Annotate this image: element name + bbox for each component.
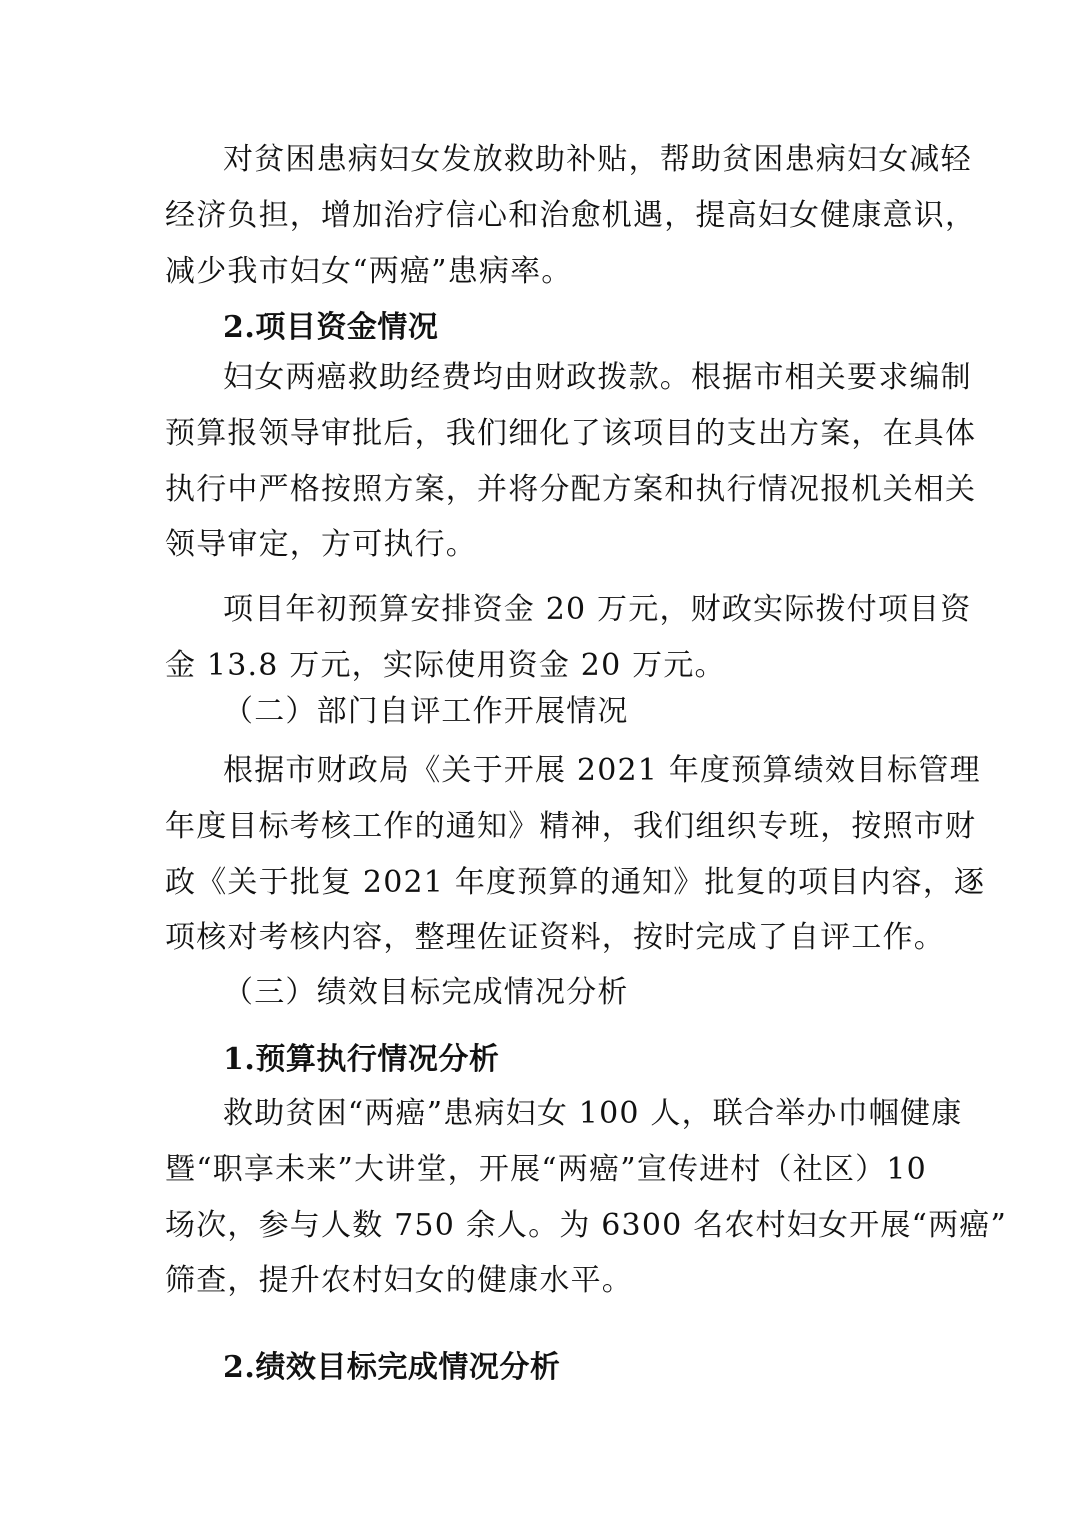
paragraph-line: 对贫困患病妇女发放救助补贴，帮助贫困患病妇女减轻 bbox=[223, 142, 972, 177]
paragraph-line: 项目年初预算安排资金 20 万元，财政实际拨付项目资 bbox=[223, 592, 972, 627]
paragraph-line: 领导审定，方可执行。 bbox=[165, 527, 477, 562]
paragraph-line: 场次，参与人数 750 余人。为 6300 名农村妇女开展“两癌” bbox=[165, 1208, 1008, 1243]
paragraph-line: 根据市财政局《关于开展 2021 年度预算绩效目标管理 bbox=[223, 753, 981, 788]
paragraph-line: 筛查，提升农村妇女的健康水平。 bbox=[165, 1263, 633, 1298]
paragraph-line: 项核对考核内容，整理佐证资料，按时完成了自评工作。 bbox=[165, 920, 945, 955]
section-heading-budget-execution: 1.预算执行情况分析 bbox=[223, 1042, 500, 1077]
paragraph-line: 政《关于批复 2021 年度预算的通知》批复的项目内容，逐 bbox=[165, 865, 986, 900]
section-heading-performance-analysis: （三）绩效目标完成情况分析 bbox=[223, 975, 629, 1010]
section-heading-goal-completion: 2.绩效目标完成情况分析 bbox=[223, 1350, 561, 1385]
paragraph-line: 年度目标考核工作的通知》精神，我们组织专班，按照市财 bbox=[165, 809, 977, 844]
section-heading-project-funds: 2.项目资金情况 bbox=[223, 310, 439, 345]
paragraph-line: 预算报领导审批后，我们细化了该项目的支出方案，在具体 bbox=[165, 416, 977, 451]
section-heading-self-evaluation: （二）部门自评工作开展情况 bbox=[223, 694, 629, 729]
paragraph-line: 救助贫困“两癌”患病妇女 100 人，联合举办巾帼健康 bbox=[223, 1096, 963, 1131]
paragraph-line: 金 13.8 万元，实际使用资金 20 万元。 bbox=[165, 648, 726, 683]
paragraph-line: 暨“职享未来”大讲堂，开展“两癌”宣传进村（社区）10 bbox=[165, 1152, 927, 1187]
paragraph-line: 经济负担，增加治疗信心和治愈机遇，提高妇女健康意识， bbox=[165, 198, 977, 233]
paragraph-line: 执行中严格按照方案，并将分配方案和执行情况报机关相关 bbox=[165, 472, 977, 507]
paragraph-line: 妇女两癌救助经费均由财政拨款。根据市相关要求编制 bbox=[223, 360, 972, 395]
paragraph-line: 减少我市妇女“两癌”患病率。 bbox=[165, 254, 573, 289]
